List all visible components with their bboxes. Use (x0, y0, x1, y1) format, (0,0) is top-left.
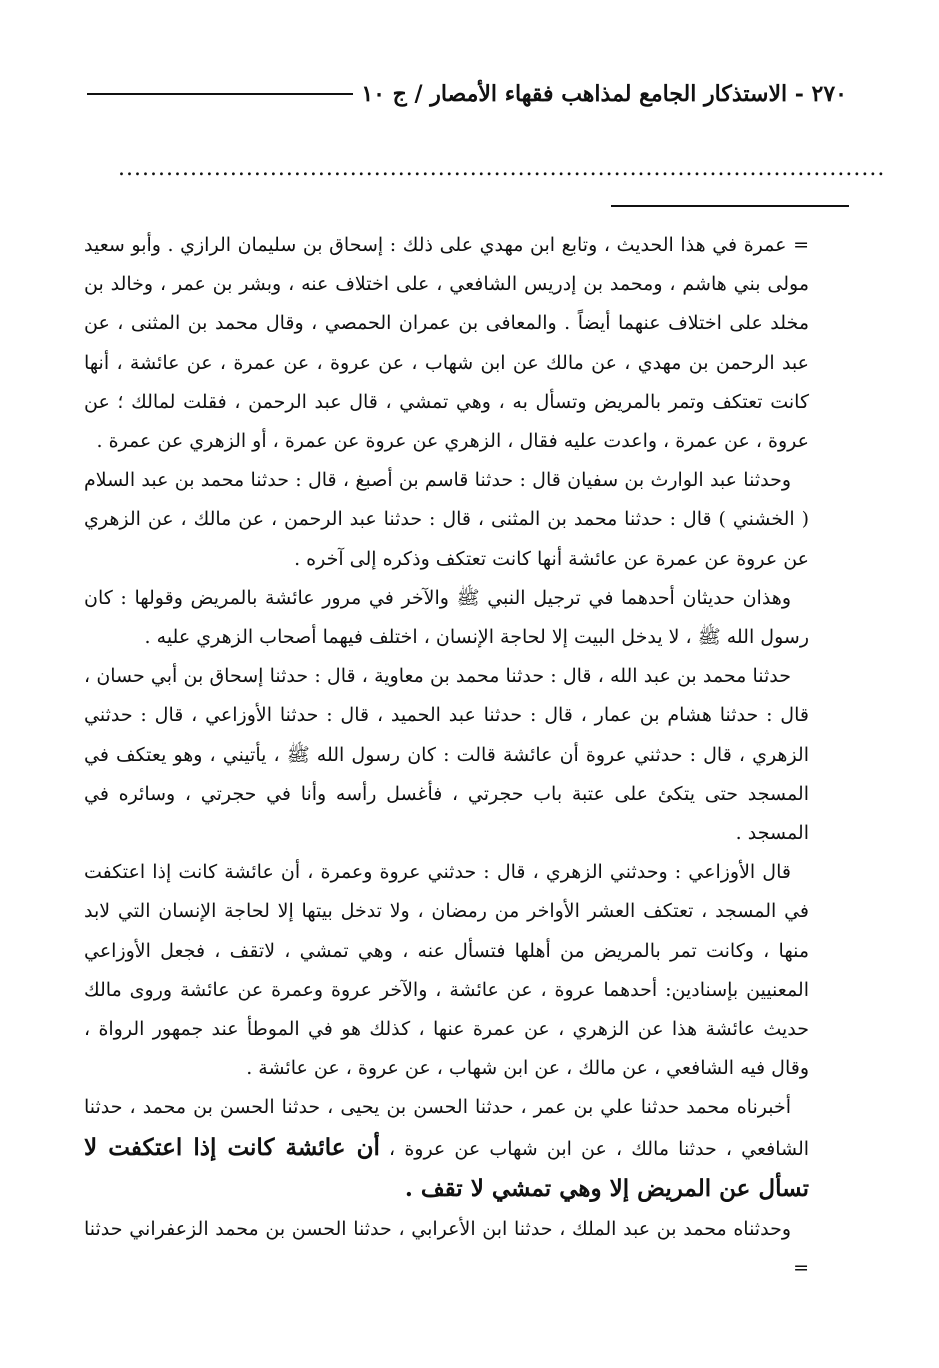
header-title: ٢٧٠ - الاستذكار الجامع لمذاهب فقهاء الأمصار / ج ١٠ (361, 81, 847, 107)
dotted-separator: ................................................................................................ (118, 156, 886, 181)
running-header (87, 74, 847, 114)
paragraph-6-intro: أخبرناه محمد حدثنا علي بن عمر ، حدثنا الحسن بن يحيى ، حدثنا الحسن بن محمد ، حدثنا الشافعي ، حدثنا مالك ، عن ابن شهاب عن عروة ، (84, 1096, 810, 1160)
paragraph-6 (84, 1088, 809, 1210)
header-rule (87, 93, 353, 95)
paragraph-5: قال الأوزاعي : وحدثني الزهري ، قال : حدثني عروة وعمرة ، أن عائشة كانت إذا اعتكفت في المسجد ، تعتكف العشر الأواخر من رمضان ، ولا تدخل بيتها إلا لحاجة الإنسان التي لابد منها ، وكانت تمر بالمريض من أهلها فتسأل عنه ، وهي تمشي ، لاتقف ، فجعل الأوزاعي المعنيين بإسنادين: أحدهما عروة ، عن عائشة ، والآخر عروة وعمرة عن عائشة وروى مالك حديث عائشة هذا عن الزهري ، عن عمرة عنها ، كذلك هو في الموطأ عند جمهور الرواة ، وقال فيه الشافعي ، عن مالك ، عن ابن شهاب ، عن عروة ، عن عائشة . (84, 861, 809, 1080)
paragraph-4: حدثنا محمد بن عبد الله ، قال : حدثنا محمد بن معاوية ، قال : حدثنا إسحاق بن أبي حسان ، قال : حدثنا هشام بن عمار ، قال : حدثنا عبد الحميد ، قال : حدثنا الأوزاعي ، قال : حدثني الزهري ، قال : حدثني عروة أن عائشة قالت : كان رسول الله ﷺ ، يأتيني ، وهو يعتكف في المسجد حتى يتكئ على عتبة باب حجرتي ، فأغسل رأسه وأنا في حجرتي ، وسائره في المسجد . (84, 665, 809, 845)
body-text (84, 226, 809, 1288)
paragraph-7: وحدثناه محمد بن عبد الملك ، حدثنا ابن الأعرابي ، حدثنا الحسن بن محمد الزعفراني حدثنا = (84, 1218, 809, 1280)
footnote-rule (611, 205, 849, 207)
paragraph-2: وحدثنا عبد الوارث بن سفيان قال : حدثنا قاسم بن أصبغ ، قال : حدثنا محمد بن عبد السلام ( الخشني ) قال : حدثنا محمد بن المثنى ، قال : حدثنا عبد الرحمن ، عن مالك ، عن الزهري عن عروة عن عمرة عن عائشة أنها كانت تعتكف وذكره إلى آخره . (84, 469, 809, 570)
paragraph-3: وهذان حديثان أحدهما في ترجيل النبي ﷺ والآخر في مرور عائشة بالمريض وقولها : كان رسول الله ﷺ ، لا يدخل البيت إلا لحاجة الإنسان ، اختلف فيهما أصحاب الزهري عليه . (84, 586, 809, 649)
paragraph-6-quote: أن عائشة كانت إذا اعتكفت لا تسأل عن المريض إلا وهي تمشي لا تقف . (84, 1133, 809, 1202)
paragraph-1: = عمرة في هذا الحديث ، وتابع ابن مهدي على ذلك : إسحاق بن سليمان الرازي . وأبو سعيد مولى بني هاشم ، ومحمد بن إدريس الشافعي ، على اختلاف عنه ، وبشر بن عمر ، وخالد بن مخلد على اختلاف عنهما أيضاً . والمعافى بن عمران الحمصي ، وقال محمد بن المثنى ، عن عبد الرحمن بن مهدي ، عن مالك عن ابن شهاب ، عن عروة ، عن عمرة ، عن عائشة ، أنها كانت تعتكف وتمر بالمريض وتسأل به ، وهي تمشي ، قال عبد الرحمن ، فقلت لمالك ؛ عن عروة ، عن عمرة ، واعدت عليه فقال ، الزهري عن عروة عن عمرة ، أو الزهري عن عمرة . (84, 234, 809, 453)
